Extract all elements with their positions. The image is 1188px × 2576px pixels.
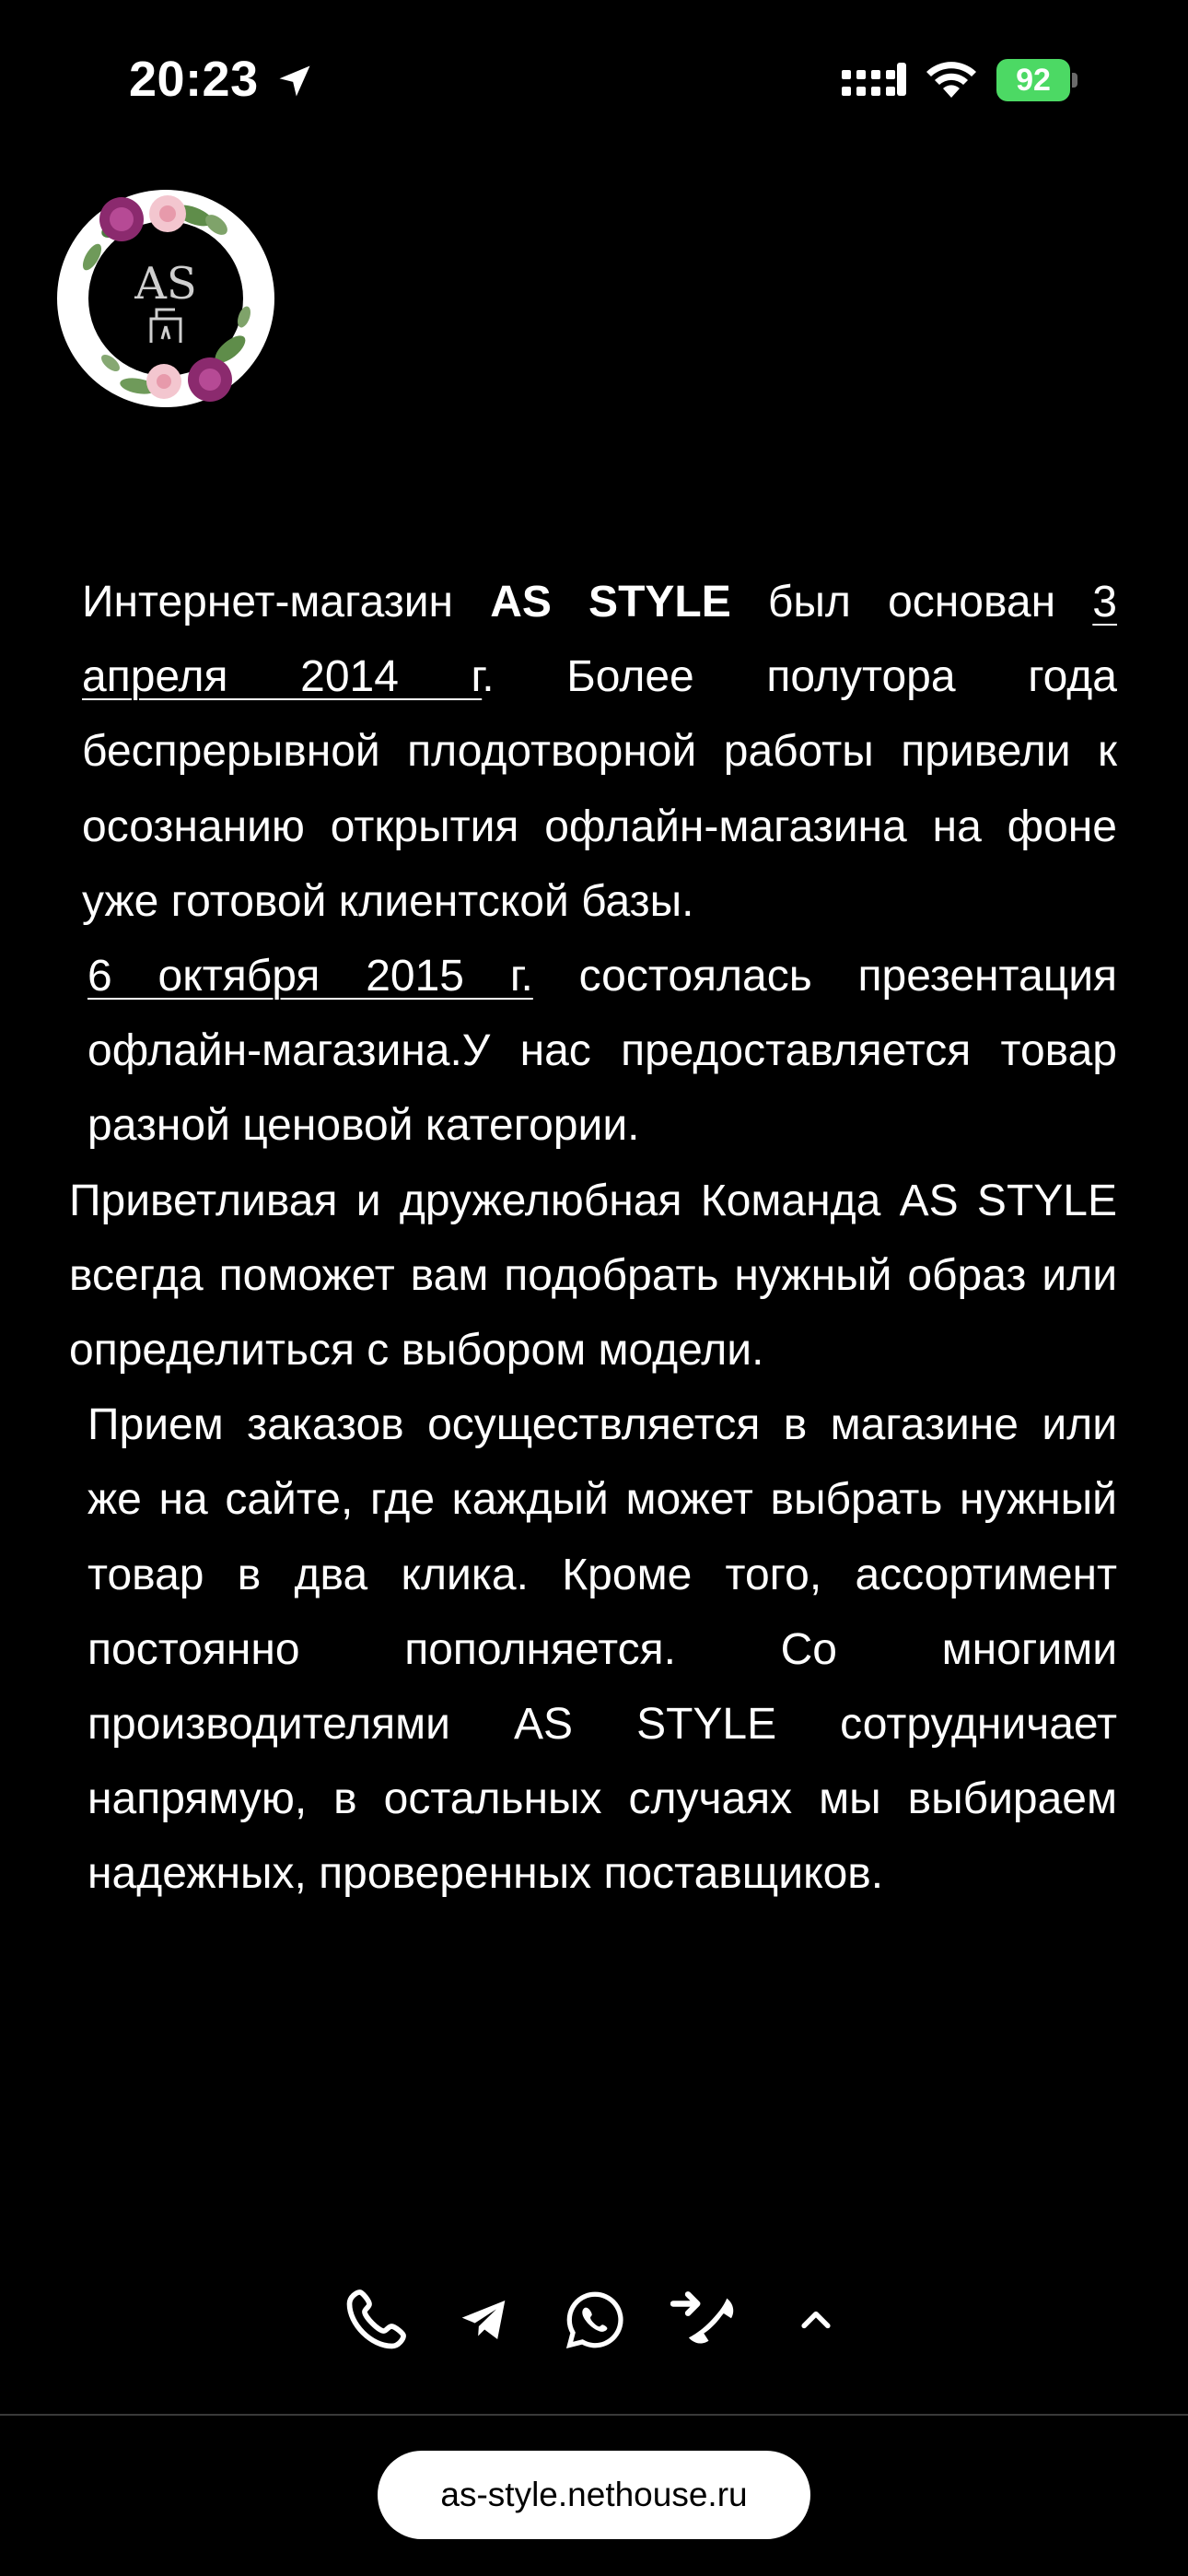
- article-paragraph-1: [69, 565, 1117, 939]
- article-paragraph-3: Приветливая и дружелюбная Команда AS STYLE всегда поможет вам подобрать нужный образ или определиться с выбором модели.: [69, 1176, 1117, 1376]
- p1-text-3: . Более полутора года беспрерывной плодотворной работы привели к осознанию открытия офлайн-магазина на фоне уже готовой клиентской базы.: [82, 652, 1117, 926]
- battery-level: 92: [996, 59, 1070, 101]
- whatsapp-button[interactable]: [558, 2279, 632, 2360]
- article-paragraph-4: Прием заказов осуществляется в магазине или же на сайте, где каждый может выбрать нужный товар в два клика. Кроме того, ассортимент постоянно пополняется. Со многими производителями AS STYLE сотрудничает напрямую, в остальных случаях мы выбираем надежных, проверенных поставщиков.: [87, 1400, 1117, 1899]
- wifi-icon: [925, 57, 978, 101]
- callback-icon: [670, 2288, 740, 2352]
- contact-toolbar: [0, 2279, 1188, 2360]
- chevron-up-icon: [796, 2300, 836, 2340]
- presentation-date-link[interactable]: 6 октября 2015 г.: [87, 952, 533, 1001]
- telegram-icon: [458, 2294, 509, 2346]
- brand-name: AS STYLE: [490, 578, 731, 626]
- logo-text: AS: [134, 258, 197, 310]
- article-paragraph-2: [69, 939, 1117, 1164]
- telegram-button[interactable]: [451, 2279, 516, 2360]
- address-bar[interactable]: as-style.nethouse.ru: [378, 2451, 810, 2539]
- browser-divider: [0, 2414, 1188, 2416]
- phone-button[interactable]: [335, 2279, 416, 2360]
- whatsapp-icon: [563, 2288, 627, 2352]
- location-arrow-icon: [274, 61, 315, 101]
- p1-text-1: Интернет-магазин: [82, 578, 491, 626]
- floral-wreath-logo-icon[interactable]: [55, 188, 276, 409]
- status-bar: [0, 0, 1188, 161]
- battery-indicator: [996, 59, 1077, 101]
- battery-tip: [1072, 73, 1077, 88]
- phone-icon: [341, 2285, 411, 2355]
- founding-date-link[interactable]: 3 апреля 2014 г: [82, 578, 1117, 702]
- p2-text-1: состоялась презентация офлайн-магазина.У нас предоставляется товар разной ценовой категории.: [87, 952, 1117, 1151]
- about-article: [69, 565, 1117, 1912]
- status-time: 20:23: [129, 52, 259, 107]
- p1-text-2: был основан: [730, 578, 1093, 626]
- callback-button[interactable]: [667, 2279, 744, 2360]
- cellular-signal-icon: [842, 63, 906, 101]
- scroll-top-button[interactable]: [786, 2279, 845, 2360]
